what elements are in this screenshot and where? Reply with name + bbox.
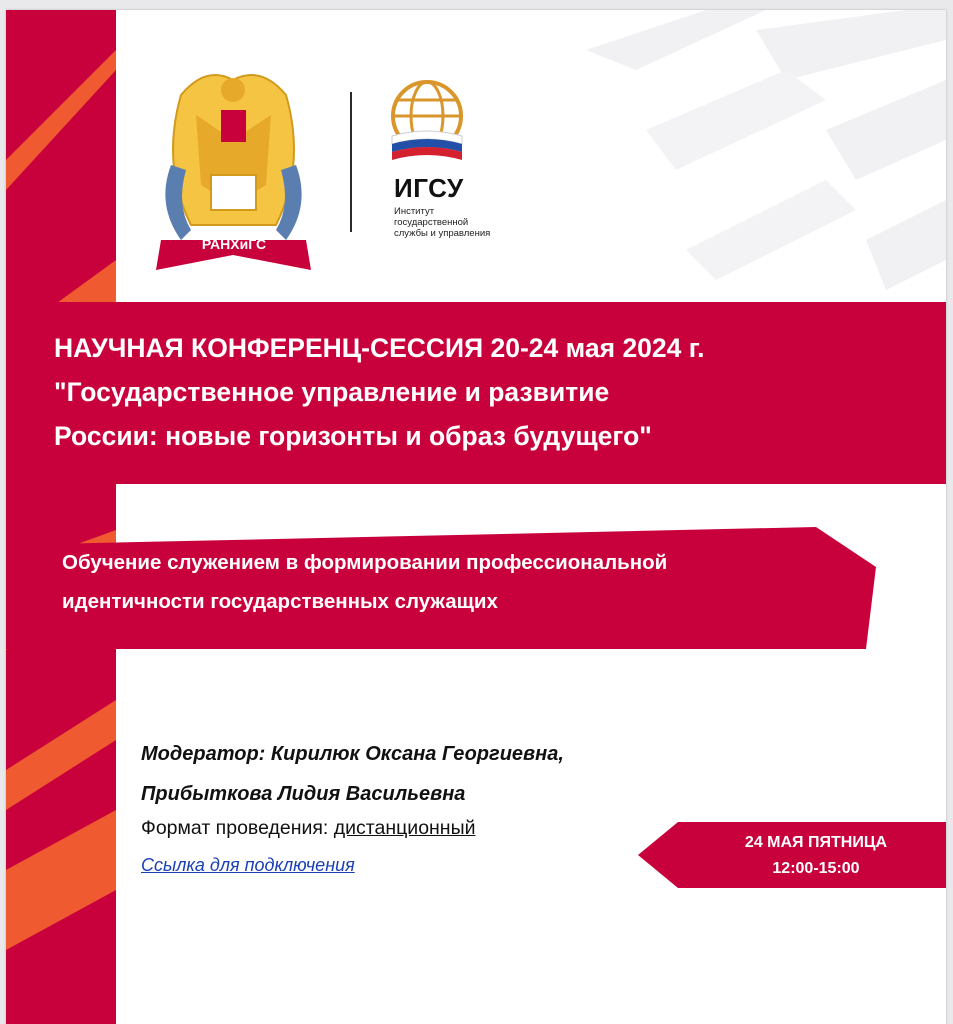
format-value: дистанционный — [333, 817, 476, 839]
left-decor-strip — [6, 10, 116, 1024]
background-decor — [526, 10, 946, 310]
moderator-text: Модератор: Кирилюк Оксана Георгиевна, Прибыткова Лидия Васильевна — [141, 743, 564, 805]
igsu-subtitle: Институт государственной службы и управления — [394, 206, 491, 239]
poster-page — [6, 10, 946, 1024]
section-title: Обучение служением в формировании профессиональной идентичности государственных служащих — [62, 551, 668, 613]
date-text: 24 МАЯ ПЯТНИЦА 12:00-15:00 — [744, 834, 888, 877]
conference-title: НАУЧНАЯ КОНФЕРЕНЦ-СЕССИЯ 20-24 мая 2024 г. "Государственное управление и развитие России: новые горизонты и образ будущего" — [54, 333, 705, 451]
logo-divider — [350, 92, 352, 232]
format-label: Формат проведения: — [141, 817, 334, 839]
igsu-globe-icon — [388, 78, 466, 168]
igsu-title: ИГСУ — [394, 173, 464, 203]
ranepa-caption: РАНХиГС — [201, 236, 267, 252]
join-link[interactable]: Ссылка для подключения — [141, 855, 355, 875]
format-line — [141, 817, 475, 840]
